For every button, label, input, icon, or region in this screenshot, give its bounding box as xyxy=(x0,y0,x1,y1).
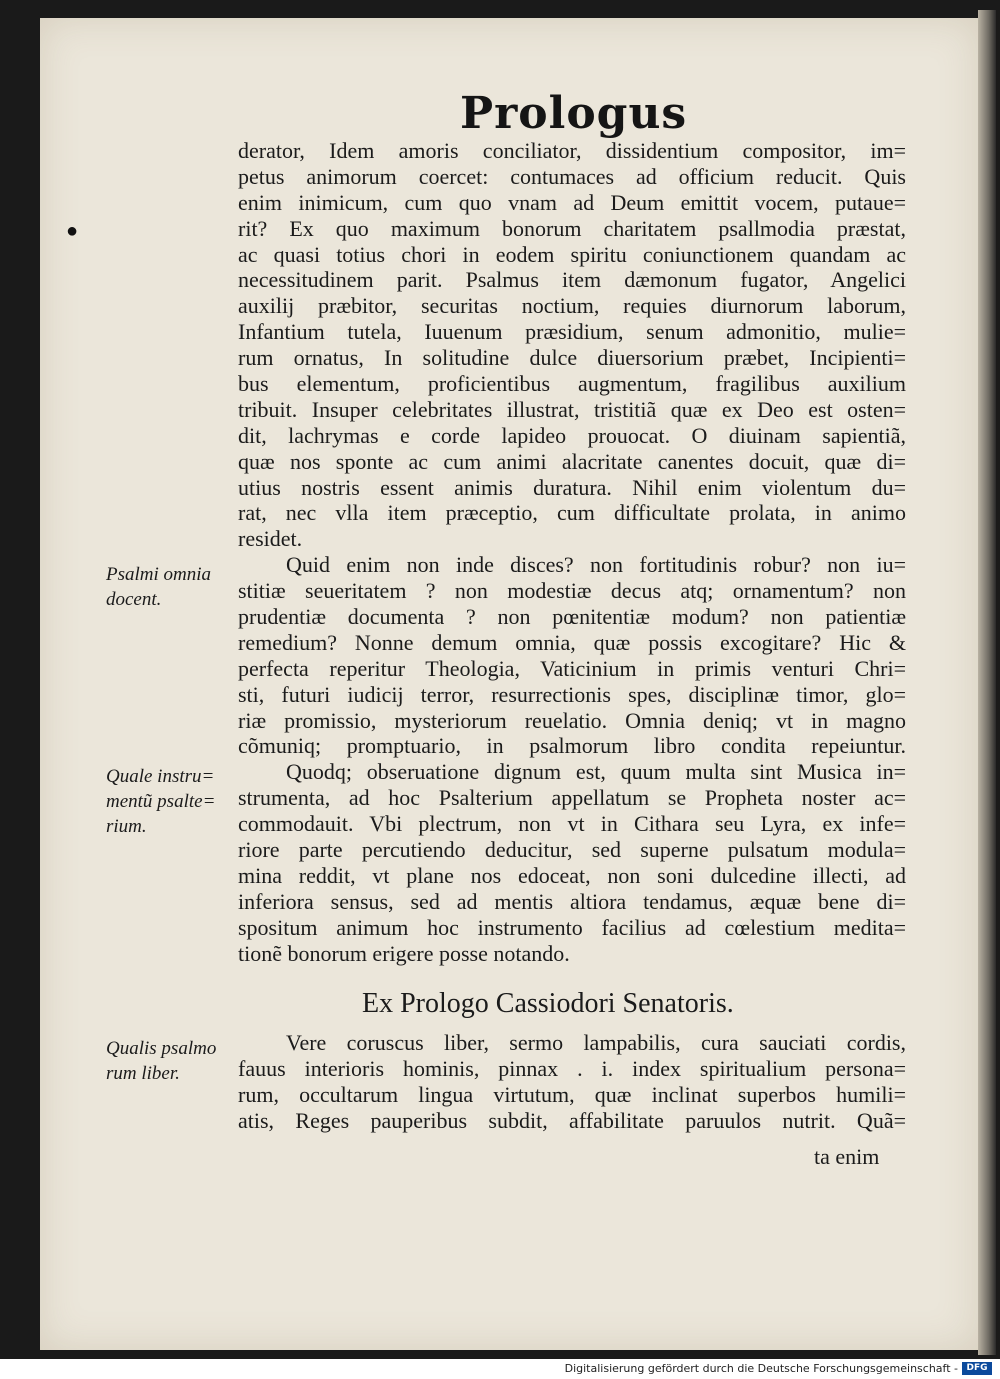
text-line: tribuit. Insuper celebritates illustrat, tristitiã quæ ex Deo est osten= xyxy=(238,396,906,422)
text-line: necessitudinem parit. Psalmus item dæmonum fugator, Angelici xyxy=(238,267,906,293)
text-line: riore parte percutiendo deducitur, sed superne pulsatum modula= xyxy=(238,837,906,863)
text-line: spositum animum hoc instrumento facilius ad cœlestium medita= xyxy=(238,914,906,940)
text-line: commodauit. Vbi plectrum, non vt in Cithara seu Lyra, ex infe= xyxy=(238,811,906,837)
text-line: rat, nec vlla item præceptio, cum difficultate prolata, in animo xyxy=(238,500,906,526)
text-line: ac quasi totius chori in eodem spiritu coniunctionem quandam ac xyxy=(238,241,906,267)
text-line: fauus interioris hominis, pinnax . i. index spiritualium persona= xyxy=(238,1055,906,1081)
text-line: quæ nos sponte ac cum animi alacritate canentes docuit, quæ di= xyxy=(238,448,906,474)
margin-note-line: Quale instru= xyxy=(106,766,215,787)
margin-note-psalmi xyxy=(106,562,236,612)
text-line: strumenta, ad hoc Psalterium appellatum se Propheta noster ac= xyxy=(238,785,906,811)
text-line: utius nostris essent animis duratura. Nihil enim violentum du= xyxy=(238,474,906,500)
text-line: rit? Ex quo maximum bonorum charitatem psallmodia præstat, xyxy=(238,215,906,241)
text-line: remedium? Nonne demum omnia, quæ possis excogitare? Hic & xyxy=(238,629,906,655)
text-line: bus elementum, proficientibus augmentum, fragilibus auxilium xyxy=(238,371,906,397)
margin-bullet-icon: ● xyxy=(66,220,79,242)
text-line: mina reddit, vt plane nos edoceat, non soni dulcedine illecti, ad xyxy=(238,862,906,888)
text-line: rum, occultarum lingua virtutum, quæ inclinat superbos humili= xyxy=(238,1081,906,1107)
text-line: rum ornatus, In solitudine dulce diuersorium præbet, Incipienti= xyxy=(238,345,906,371)
text-line: atis, Reges pauperibus subdit, affabilitate paruulos nutrit. Quã= xyxy=(238,1107,906,1133)
text-line: Infantium tutela, Iuuenum præsidium, senum admonitio, mulie= xyxy=(238,319,906,345)
text-line: perfecta reperitur Theologia, Vaticinium in primis venturi Chri= xyxy=(238,655,906,681)
text-line: cõmuniq; promptuario, in psalmorum libro condita repeiuntur. xyxy=(238,733,906,759)
main-text xyxy=(238,138,906,967)
margin-note-liber xyxy=(106,1036,236,1086)
text-line: riæ promissio, mysteriorum reuelatio. Omnia deniq; vt in magno xyxy=(238,707,906,733)
text-line: residet. xyxy=(238,526,303,552)
margin-note-line: rium. xyxy=(106,816,147,837)
running-head: Prologus xyxy=(460,88,688,139)
margin-note-line: Qualis psalmo xyxy=(106,1038,217,1059)
text-line: enim inimicum, cum quo vnam ad Deum emittit vocem, putaue= xyxy=(238,189,906,215)
catchword: ta enim xyxy=(814,1144,880,1169)
margin-note-line: mentũ psalte= xyxy=(106,791,216,812)
text-line: petus animorum coercet: contumaces ad officium reducit. Quis xyxy=(238,163,906,189)
text-line: prudentiæ documenta ? non pœnitentiæ modum? non patientiæ xyxy=(238,604,906,630)
text-line: sti, futuri iudicij terror, resurrectionis spes, disciplinæ timor, glo= xyxy=(238,681,906,707)
cassiodorus-text xyxy=(238,1030,906,1134)
text-line: derator, Idem amoris conciliator, dissidentium compositor, im= xyxy=(238,138,906,163)
section-heading: Ex Prologo Cassiodori Senatoris. xyxy=(362,988,734,1019)
text-line: stitiæ seueritatem ? non modestiæ decus atq; ornamentum? non xyxy=(238,578,906,604)
dfg-logo: DFG xyxy=(962,1362,992,1375)
text-line: auxilij præbitor, securitas noctium, requies diurnorum laborum, xyxy=(238,293,906,319)
margin-note-line: rum liber. xyxy=(106,1063,180,1084)
text-line: tionẽ bonorum erigere posse notando. xyxy=(238,940,570,966)
text-line: Quodq; obseruatione dignum est, quum multa sint Musica in= xyxy=(286,759,906,785)
footer-credit: Digitalisierung gefördert durch die Deutsche Forschungsgemeinschaft - xyxy=(564,1362,958,1375)
text-line: Vere coruscus liber, sermo lampabilis, cura sauciati cordis, xyxy=(286,1030,906,1055)
text-line: Quid enim non inde disces? non fortitudinis robur? non iu= xyxy=(286,552,906,578)
text-line: inferiora sensus, sed ad mentis altiora tendamus, æquæ bene di= xyxy=(238,888,906,914)
margin-note-line: docent. xyxy=(106,589,162,610)
page-edge xyxy=(978,10,996,1355)
margin-note-instrumentum xyxy=(106,764,236,839)
text-line: dit, lachrymas e corde lapideo prouocat. O diuinam sapientiã, xyxy=(238,422,906,448)
margin-note-line: Psalmi omnia xyxy=(106,564,212,585)
